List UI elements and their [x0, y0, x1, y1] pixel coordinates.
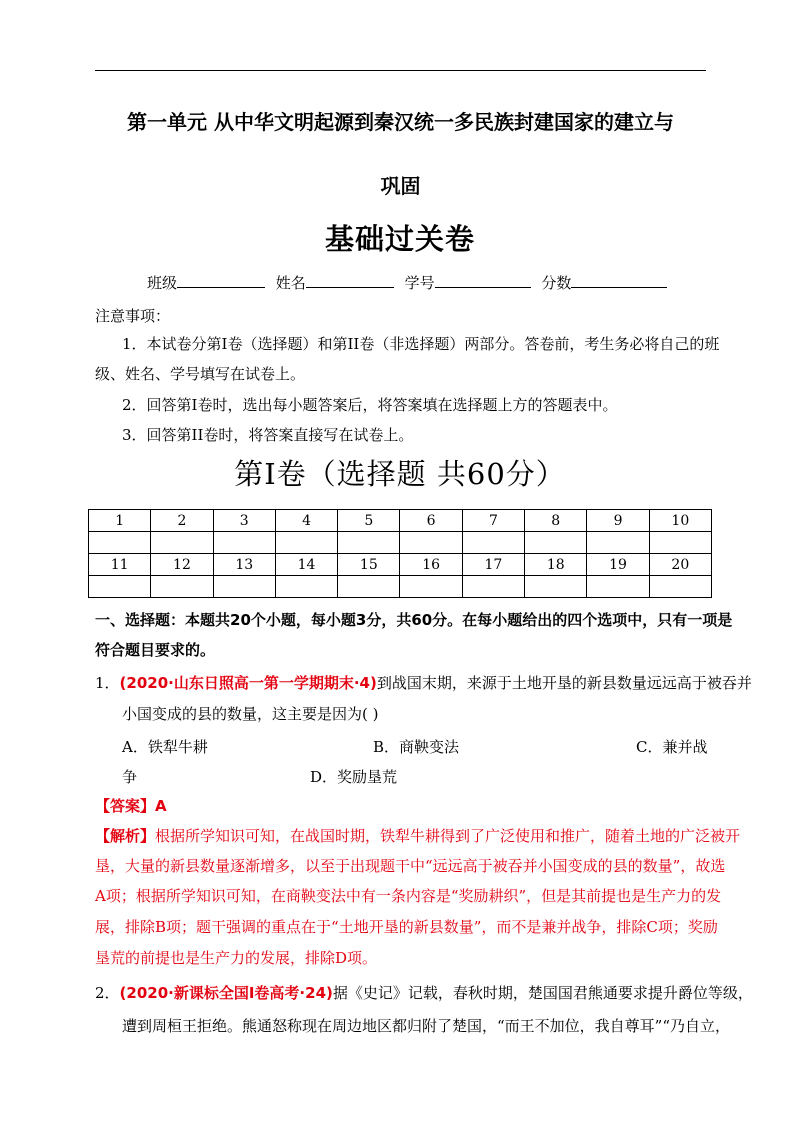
question-1-option-a: A．铁犁牛耕 — [122, 738, 208, 756]
answer-grid — [88, 509, 712, 598]
grid-answer-cell[interactable] — [400, 532, 462, 554]
grid-cell-number: 2 — [151, 510, 213, 532]
grid-cell-number: 20 — [649, 554, 711, 576]
student-info-line — [147, 272, 673, 293]
grid-answer-cell[interactable] — [587, 532, 649, 554]
question-2-stem-part1: 据《史记》记载，春秋时期，楚国国君熊通要求提升爵位等级， — [332, 984, 753, 1002]
question-1-line1 — [95, 673, 752, 693]
score-label: 分数 — [541, 274, 572, 292]
grid-answer-cell[interactable] — [151, 576, 213, 598]
grid-cell-number: 19 — [587, 554, 649, 576]
question-1-analysis-line1 — [95, 826, 740, 846]
grid-answer-cell[interactable] — [275, 576, 337, 598]
question-1-stem-part1: 到战国末期，来源于土地开垦的新县数量远远高于被吞并 — [376, 674, 752, 692]
note-3: 3．回答第II卷时，将答案直接写在试卷上。 — [122, 426, 414, 444]
grid-cell-number: 17 — [462, 554, 524, 576]
question-1-analysis-line5: 垦荒的前提也是生产力的发展，排除D项。 — [95, 949, 378, 967]
question-1-option-d: D．奖励垦荒 — [310, 768, 398, 786]
grid-answer-cell[interactable] — [213, 576, 275, 598]
grid-answer-cell[interactable] — [649, 532, 711, 554]
grid-answer-row — [89, 576, 712, 598]
note-1-line2: 级、姓名、学号填写在试卷上。 — [95, 365, 306, 383]
question-2-line1 — [95, 983, 753, 1003]
grid-cell-number: 13 — [213, 554, 275, 576]
grid-cell-number: 15 — [338, 554, 400, 576]
grid-cell-number: 18 — [525, 554, 587, 576]
grid-cell-number: 9 — [587, 510, 649, 532]
grid-cell-number: 14 — [275, 554, 337, 576]
grid-answer-cell[interactable] — [275, 532, 337, 554]
grid-answer-row — [89, 532, 712, 554]
analysis-text: 根据所学知识可知，在战国时期，铁犁牛耕得到了广泛使用和推广，随着土地的广泛被开 — [155, 827, 741, 845]
note-1-line1: 1．本试卷分第I卷（选择题）和第II卷（非选择题）两部分。答卷前，考生务必将自己的班 — [122, 335, 720, 353]
notes-heading: 注意事项： — [95, 307, 171, 325]
id-field[interactable] — [435, 273, 531, 288]
question-1-option-c-continued: 争 — [122, 768, 138, 786]
grid-answer-cell[interactable] — [462, 576, 524, 598]
unit-title-line1: 第一单元 从中华文明起源到秦汉统一多民族封建国家的建立与 — [127, 110, 674, 134]
grid-answer-cell[interactable] — [462, 532, 524, 554]
grid-cell-number: 12 — [151, 554, 213, 576]
section-title: 第Ⅰ卷（选择题 共60分） — [234, 457, 566, 491]
grid-cell-number: 8 — [525, 510, 587, 532]
grid-answer-cell[interactable] — [338, 532, 400, 554]
name-label: 姓名 — [275, 274, 306, 292]
score-field[interactable] — [571, 273, 667, 288]
instructions-line2: 符合题目要求的。 — [95, 641, 216, 659]
unit-title-line2: 巩固 — [380, 174, 421, 198]
grid-cell-number: 6 — [400, 510, 462, 532]
question-2-number: 2． — [95, 984, 120, 1002]
grid-answer-cell[interactable] — [400, 576, 462, 598]
grid-cell-number: 7 — [462, 510, 524, 532]
grid-answer-cell[interactable] — [587, 576, 649, 598]
grid-cell-number: 3 — [213, 510, 275, 532]
id-label: 学号 — [404, 274, 435, 292]
question-1-analysis-line4: 展，排除B项；题干强调的重点在于“土地开垦的新县数量”，而不是兼并战争，排除C项；奖励 — [95, 918, 718, 936]
analysis-label: 【解析】 — [95, 827, 156, 845]
grid-answer-cell[interactable] — [213, 532, 275, 554]
name-field[interactable] — [306, 273, 394, 288]
grid-cell-number: 10 — [649, 510, 711, 532]
grid-number-row — [89, 510, 712, 532]
grid-cell-number: 5 — [338, 510, 400, 532]
question-1-analysis-line3: A项；根据所学知识可知，在商鞅变法中有一条内容是“奖励耕织”，但是其前提也是生产力的发 — [95, 887, 722, 905]
question-1-answer: 【答案】A — [95, 797, 167, 815]
grid-cell-number: 11 — [89, 554, 151, 576]
grid-cell-number: 4 — [275, 510, 337, 532]
top-rule — [95, 70, 706, 71]
note-2: 2．回答第I卷时，选出每小题答案后，将答案填在选择题上方的答题表中。 — [122, 396, 618, 414]
grid-answer-cell[interactable] — [525, 532, 587, 554]
grid-number-row — [89, 554, 712, 576]
question-1-option-c: C．兼并战 — [636, 738, 708, 756]
grid-answer-cell[interactable] — [649, 576, 711, 598]
instructions-line1: 一、选择题：本题共20个小题，每小题3分，共60分。在每小题给出的四个选项中，只有一项是 — [95, 611, 733, 629]
question-1-option-b: B．商鞅变法 — [373, 738, 460, 756]
grid-answer-cell[interactable] — [525, 576, 587, 598]
question-1-analysis-line2: 垦，大量的新县数量逐渐增多，以至于出现题干中“远远高于被吞并小国变成的县的数量”，故选 — [95, 857, 726, 875]
class-field[interactable] — [177, 273, 265, 288]
question-2-source: (2020·新课标全国Ⅰ卷高考·24) — [119, 984, 333, 1002]
question-1-number: 1． — [95, 674, 120, 692]
grid-answer-cell[interactable] — [338, 576, 400, 598]
grid-answer-cell[interactable] — [151, 532, 213, 554]
grid-answer-cell[interactable] — [89, 576, 151, 598]
class-label: 班级 — [147, 274, 178, 292]
question-1-source: (2020·山东日照高一第一学期期末·4) — [119, 674, 377, 692]
grid-cell-number: 1 — [89, 510, 151, 532]
question-2-line2: 遭到周桓王拒绝。熊通怒称现在周边地区都归附了楚国，“而王不加位，我自尊耳”“乃自立， — [122, 1017, 731, 1035]
paper-title: 基础过关卷 — [324, 222, 475, 256]
grid-cell-number: 16 — [400, 554, 462, 576]
question-1-line2: 小国变成的县的数量，这主要是因为( ) — [122, 705, 379, 723]
grid-answer-cell[interactable] — [89, 532, 151, 554]
